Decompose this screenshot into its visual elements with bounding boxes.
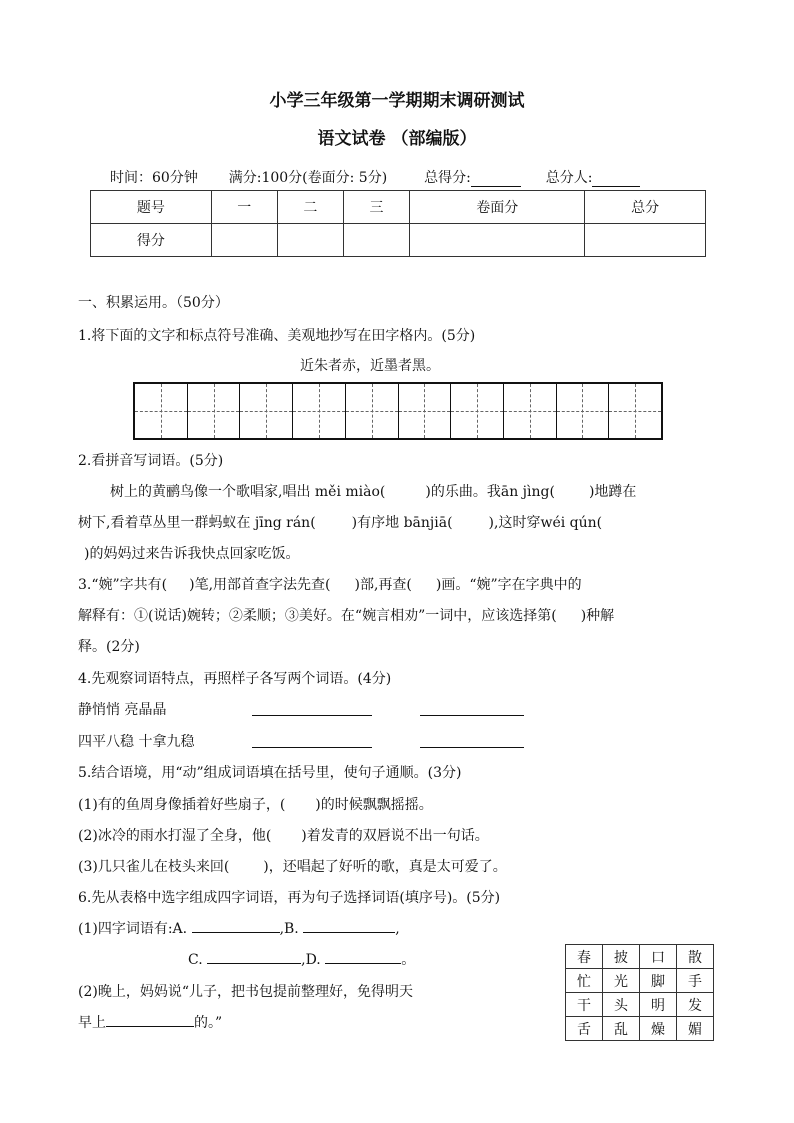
char-cell: 乱 xyxy=(603,1017,640,1041)
score-cell[interactable] xyxy=(410,224,585,257)
q3-text: )部,再查( xyxy=(354,577,412,593)
grid-cell[interactable] xyxy=(557,384,610,438)
question-3 xyxy=(78,574,582,594)
q6-sentence-2: (2)晚上，妈妈说“儿子，把书包提前整理好，免得明天 xyxy=(78,984,413,1000)
scorer-label: 总分人: xyxy=(545,170,593,186)
q2-line-3 xyxy=(84,543,299,563)
question-2: 2.看拼音写词语。(5分) xyxy=(78,453,224,469)
grid-cell[interactable] xyxy=(346,384,399,438)
q3-text: )笔,用部首查字法先查( xyxy=(189,577,331,593)
char-cell: 口 xyxy=(640,945,677,969)
total-score-label: 总得分: xyxy=(424,170,471,186)
q2-text: )的妈妈过来告诉我快点回家吃饭。 xyxy=(84,546,300,562)
q3-line-2 xyxy=(78,605,614,625)
grid-cell[interactable] xyxy=(451,384,504,438)
answer-line[interactable] xyxy=(420,699,524,716)
table-row xyxy=(566,993,714,1017)
question-6: 6.先从表格中选字组成四字词语，再为句子选择词语(填序号)。(5分) xyxy=(78,890,501,906)
table-header-cell: 总分 xyxy=(585,191,706,224)
scorer-blank[interactable] xyxy=(592,172,640,187)
q5-text: (2)冰冷的雨水打湿了全身，他( xyxy=(78,828,272,844)
exam-info xyxy=(110,167,640,187)
char-cell: 燥 xyxy=(640,1017,677,1041)
total-score-blank[interactable] xyxy=(471,172,521,187)
q2-text: )地蹲在 xyxy=(588,484,637,500)
grid-cell[interactable] xyxy=(188,384,241,438)
answer-line[interactable] xyxy=(207,949,301,964)
q3-text: 3.“婉”字共有( xyxy=(78,577,168,593)
q5-sentence-3 xyxy=(78,856,507,876)
score-cell[interactable] xyxy=(585,224,706,257)
char-cell: 媚 xyxy=(677,1017,714,1041)
score-cell[interactable] xyxy=(211,224,277,257)
table-header-cell: 卷面分 xyxy=(410,191,585,224)
q5-text: )的时候飘飘摇摇。 xyxy=(315,797,433,813)
character-table xyxy=(565,944,714,1041)
grid-cell[interactable] xyxy=(240,384,293,438)
q6-text: ,D. xyxy=(301,952,321,968)
answer-line[interactable] xyxy=(325,949,401,964)
char-cell: 忙 xyxy=(566,969,603,993)
copy-quote: 近朱者赤，近墨者黑。 xyxy=(300,358,440,374)
q6-text: (1)四字词语有:A. xyxy=(78,921,188,937)
q5-text: )，还唱起了好听的歌，真是太可爱了。 xyxy=(263,859,507,875)
q2-line-2 xyxy=(78,512,602,532)
row-label: 得分 xyxy=(91,224,212,257)
q2-text: ),这时穿wéi qún( xyxy=(488,515,603,531)
q6-text: C. xyxy=(188,952,203,968)
page-subtitle: 语文试卷 （部编版） xyxy=(317,129,477,149)
answer-line[interactable] xyxy=(252,731,372,748)
table-header-cell: 一 xyxy=(211,191,277,224)
q6-text: 。 xyxy=(401,952,416,968)
q3-text: 解释有：①(说话)婉转；②柔顺；③美好。在“婉言相劝”一词中，应该选择第( xyxy=(78,608,557,624)
q5-sentence-2 xyxy=(78,825,489,845)
q3-text: )种解 xyxy=(580,608,615,624)
q3-line-3: 释。(2分) xyxy=(78,639,140,655)
q6-line-1 xyxy=(78,918,400,938)
answer-line[interactable] xyxy=(420,731,524,748)
q2-text: 树上的黄鹂鸟像一个歌唱家,唱出 měi miào( xyxy=(110,484,386,500)
char-cell: 光 xyxy=(603,969,640,993)
table-header-cell: 二 xyxy=(277,191,343,224)
q6-sentence-2b xyxy=(78,1012,222,1032)
q6-text: , xyxy=(395,921,400,937)
q2-line-1 xyxy=(110,481,636,501)
page-title: 小学三年级第一学期期末调研测试 xyxy=(269,91,525,111)
q2-text: )的乐曲。我ān jìng( xyxy=(425,484,555,500)
table-row xyxy=(566,1017,714,1041)
table-row xyxy=(91,224,706,257)
q5-text: (1)有的鱼周身像插着好些扇子，( xyxy=(78,797,286,813)
tianzige-grid[interactable] xyxy=(133,382,663,440)
q5-sentence-1 xyxy=(78,794,433,814)
grid-cell[interactable] xyxy=(293,384,346,438)
answer-line[interactable] xyxy=(252,699,372,716)
q2-text: )有序地 bānjiā( xyxy=(351,515,453,531)
table-header-cell: 题号 xyxy=(91,191,212,224)
score-cell[interactable] xyxy=(277,224,343,257)
grid-cell[interactable] xyxy=(504,384,557,438)
table-row xyxy=(566,945,714,969)
example-words-1: 静悄悄 亮晶晶 xyxy=(78,702,167,718)
example-words-2: 四平八稳 十拿九稳 xyxy=(78,734,195,750)
answer-line[interactable] xyxy=(106,1012,194,1027)
question-1: 1.将下面的文字和标点符号准确、美观地抄写在田字格内。(5分) xyxy=(78,328,476,344)
answer-line[interactable] xyxy=(303,918,395,933)
section-title: 一、积累运用。（50分） xyxy=(78,295,229,311)
question-4: 4.先观察词语特点，再照样子各写两个词语。(4分) xyxy=(78,671,392,687)
table-row xyxy=(566,969,714,993)
full-score-label: 满分:100分(卷面分: 5分) xyxy=(228,170,388,186)
score-cell[interactable] xyxy=(343,224,409,257)
question-5: 5.结合语境，用“动”组成词语填在括号里，使句子通顺。(3分) xyxy=(78,765,462,781)
q5-text: (3)几只雀儿在枝头来回( xyxy=(78,859,230,875)
q6-text: 的。” xyxy=(194,1015,223,1031)
char-cell: 散 xyxy=(677,945,714,969)
q6-line-2 xyxy=(188,949,415,969)
score-table xyxy=(90,190,706,257)
char-cell: 干 xyxy=(566,993,603,1017)
grid-cell[interactable] xyxy=(399,384,452,438)
q3-text: )画。“婉”字在字典中的 xyxy=(435,577,582,593)
grid-cell[interactable] xyxy=(135,384,188,438)
char-cell: 手 xyxy=(677,969,714,993)
char-cell: 发 xyxy=(677,993,714,1017)
char-cell: 春 xyxy=(566,945,603,969)
q6-text: 早上 xyxy=(78,1015,106,1031)
grid-cell[interactable] xyxy=(609,384,661,438)
char-cell: 脚 xyxy=(640,969,677,993)
char-cell: 明 xyxy=(640,993,677,1017)
q2-text: 树下,看着草丛里一群蚂蚁在 jīng rán( xyxy=(78,515,316,531)
time-label: 时间：60分钟 xyxy=(110,170,198,186)
q6-text: ,B. xyxy=(279,921,299,937)
char-cell: 头 xyxy=(603,993,640,1017)
q5-text: )着发青的双唇说不出一句话。 xyxy=(301,828,489,844)
answer-line[interactable] xyxy=(192,918,280,933)
char-cell: 舌 xyxy=(566,1017,603,1041)
char-cell: 披 xyxy=(603,945,640,969)
table-header-cell: 三 xyxy=(343,191,409,224)
table-row xyxy=(91,191,706,224)
